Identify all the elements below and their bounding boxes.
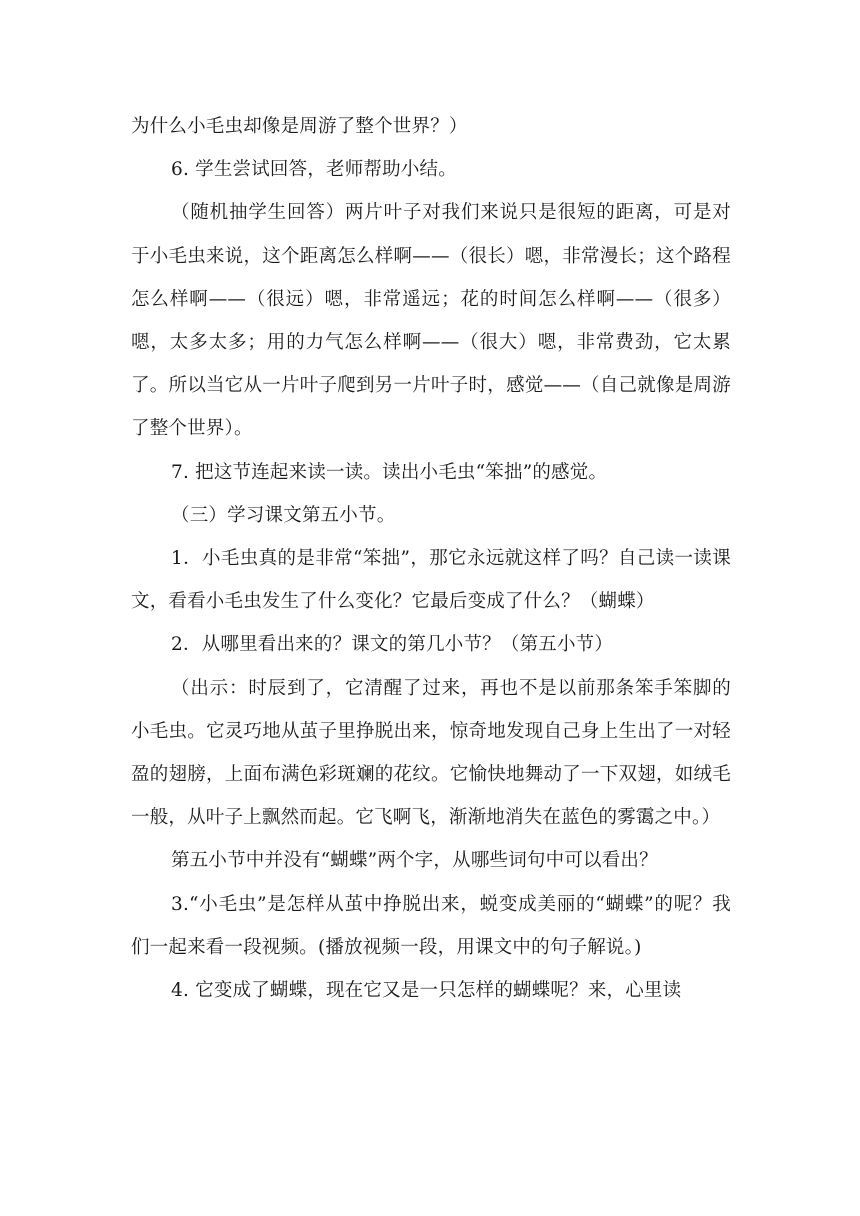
paragraph-1: 为什么小毛虫却像是周游了整个世界？） (131, 116, 468, 137)
paragraph-11: 4. 它变成了蝴蝶，现在它又是一只怎样的蝴蝶呢？来，心里读 (171, 980, 682, 1002)
paragraph-9: 第五小节中并没有“蝴蝶”两个字，从哪些词句中可以看出？ (171, 850, 658, 872)
paragraph-5: （三）学习课文第五小节。 (171, 504, 396, 526)
paragraph-8: （出示：时辰到了，它清醒了过来，再也不是以前那条笨手笨脚的小毛虫。它灵巧地从茧子里挣脱出来，惊奇地发现自己身上生出了一对轻盈的翅膀，上面布满色彩斑斓的花纹。它愉快地舞动了一下双翅，如绒毛一般，从叶子上飘然而起。它飞啊飞，渐渐地消失在蓝色的雾霭之中。） (131, 677, 731, 829)
paragraph-2: 6. 学生尝试回答，老师帮助小结。 (171, 159, 457, 181)
paragraph-6: 1．小毛虫真的是非常“笨拙”，那它永远就这样了吗？自己读一读课文，看看小毛虫发生了什么变化？它最后变成了什么？（蝴蝶） (131, 548, 731, 613)
paragraph-10: 3.“小毛虫”是怎样从茧中挣脱出来，蜕变成美丽的“蝴蝶”的呢？我们一起来看一段视频。(播放视频一段，用课文中的句子解说。) (131, 893, 731, 958)
paragraph-7: 2．从哪里看出来的？课文的第几小节？（第五小节） (171, 634, 614, 656)
document-body (131, 105, 731, 1012)
paragraph-3: （随机抽学生回答）两片叶子对我们来说只是很短的距离，可是对于小毛虫来说，这个距离怎么样啊——（很长）嗯，非常漫长；这个路程怎么样啊——（很远）嗯，非常遥远；花的时间怎么样啊——（很多）嗯，太多太多；用的力气怎么样啊——（很大）嗯，非常费劲，它太累了。所以当它从一片叶子爬到另一片叶子时，感觉——（自己就像是周游了整个世界）。 (131, 202, 731, 440)
paragraph-4: 7. 把这节连起来读一读。读出小毛虫“笨拙”的感觉。 (171, 461, 608, 483)
